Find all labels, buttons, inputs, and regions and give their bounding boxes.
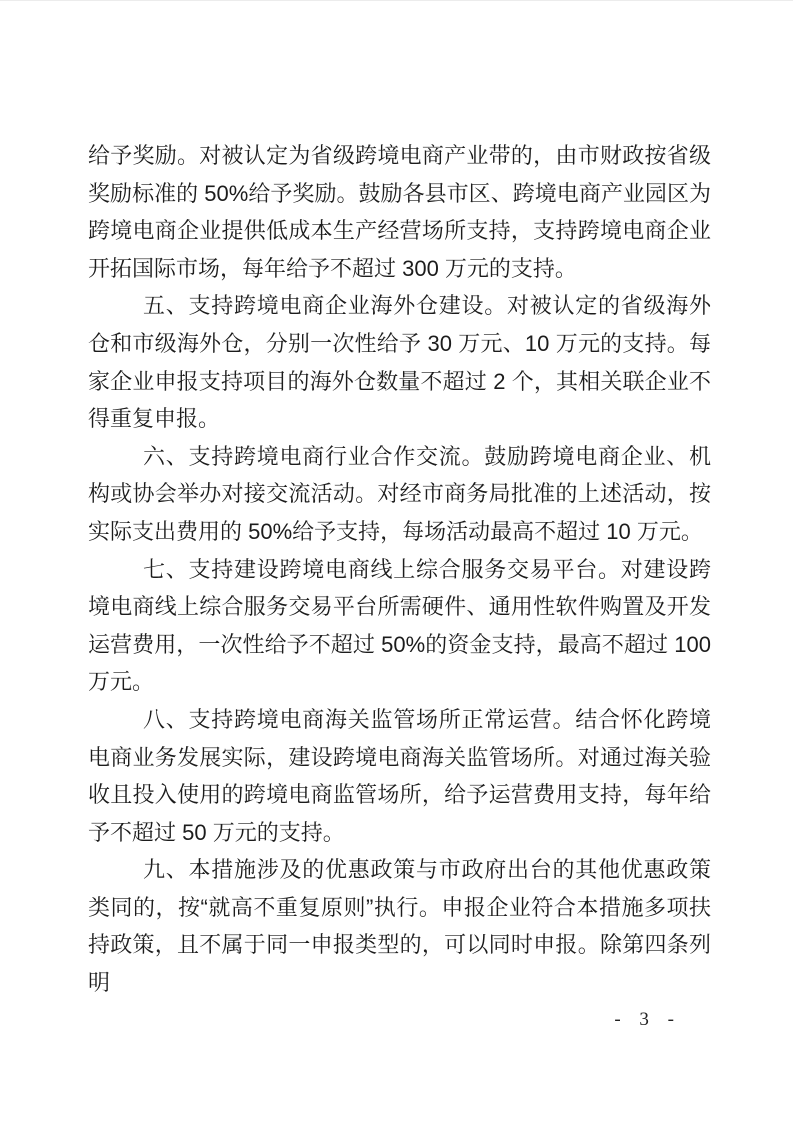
paragraph-item-9: 九、本措施涉及的优惠政策与市政府出台的其他优惠政策类同的，按“就高不重复原则”执行。申报企业符合本措施多项扶持政策，且不属于同一申报类型的，可以同时申报。除第四条列明 (88, 857, 711, 996)
page-number: - 3 - (614, 1009, 681, 1030)
paragraph-item-7: 七、支持建设跨境电商线上综合服务交易平台。对建设跨境电商线上综合服务交易平台所需硬件、通用性软件购置及开发运营费用，一次性给予不超过 50%的资金支持，最高不超过 100 万元。 (88, 556, 711, 695)
paragraph-item-5: 五、支持跨境电商企业海外仓建设。对被认定的省级海外仓和市级海外仓，分别一次性给予 30 万元、10 万元的支持。每家企业申报支持项目的海外仓数量不超过 2 个，其相关联企业不得重复申报。 (88, 293, 711, 432)
paragraph-item-6: 六、支持跨境电商行业合作交流。鼓励跨境电商企业、机构或协会举办对接交流活动。对经市商务局批准的上述活动，按实际支出费用的 50%给予支持，每场活动最高不超过 10 万元。 (88, 443, 711, 544)
document-body-text (88, 137, 711, 1002)
paragraph-item-8: 八、支持跨境电商海关监管场所正常运营。结合怀化跨境电商业务发展实际，建设跨境电商海关监管场所。对通过海关验收且投入使用的跨境电商监管场所，给予运营费用支持，每年给予不超过 50 万元的支持。 (88, 706, 711, 845)
paragraph-continuation: 给予奖励。对被认定为省级跨境电商产业带的，由市财政按省级奖励标准的 50%给予奖励。鼓励各县市区、跨境电商产业园区为跨境电商企业提供低成本生产经营场所支持，支持跨境电商企业开拓国际市场，每年给予不超过 300 万元的支持。 (88, 143, 711, 281)
